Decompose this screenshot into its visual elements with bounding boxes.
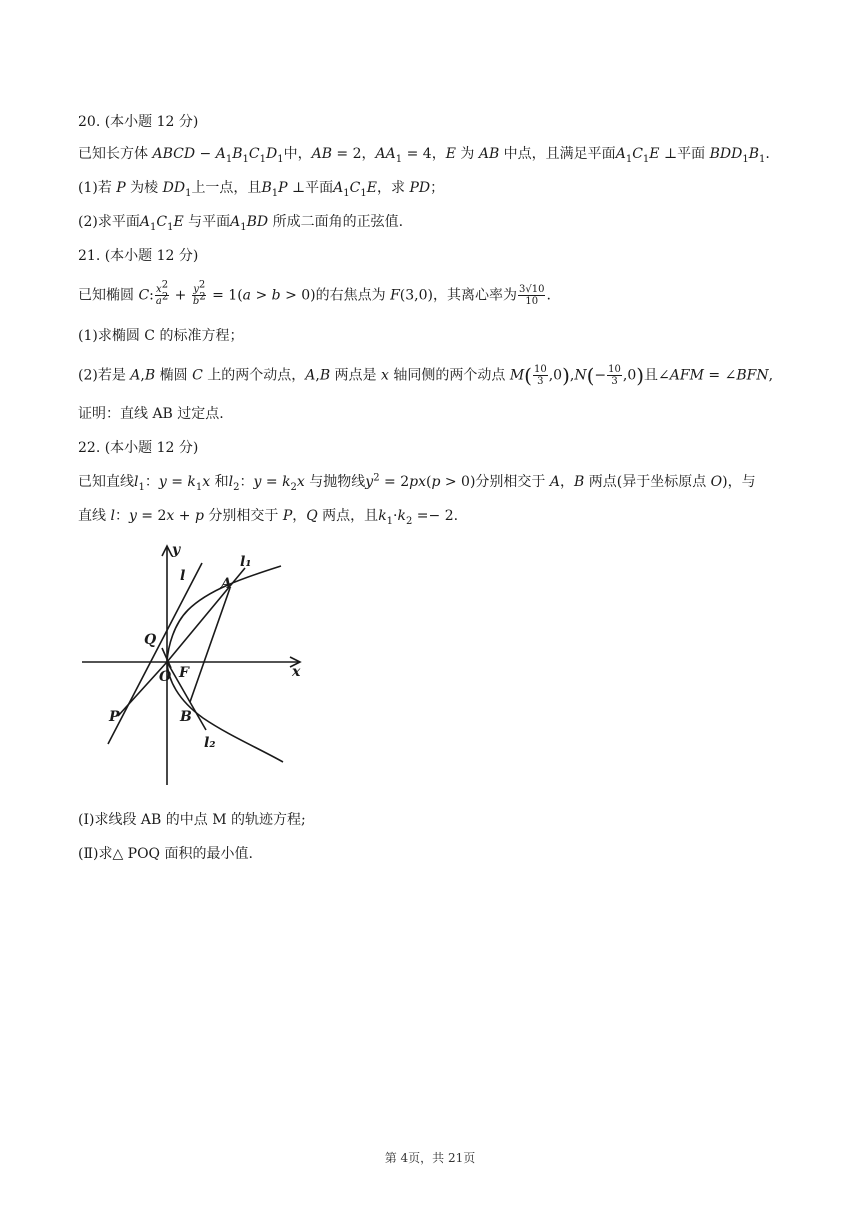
q21-header: 21. (本小题 12 分) bbox=[78, 248, 199, 264]
q22-stem-line1: 已知直线$l_1$：$y = k_1x$ 和$l_2$：$y = k_2x$ 与抛物线$y^2 = 2px(p > 0)$分别相交于 A，B 两点(异于坐标原点 O)，与 bbox=[78, 472, 756, 493]
label-l1: l₁ bbox=[240, 554, 252, 570]
q21-stem: 已知椭圆 C: $\frac{x^2}{a^2}$ + $\frac{y^2}{b^2}$ = 1(a > b > 0)的右焦点为 F(3,0)，其离心率为 $\frac{3√10}{10}$ . bbox=[78, 279, 551, 307]
label-y: y bbox=[172, 542, 181, 558]
label-O: O bbox=[159, 669, 172, 685]
q20-stem: 已知长方体 ABCD − $A_1B_1C_1D_1$中，AB = 2，$AA_1 = 4$，E 为 AB 中点，且满足平面$A_1C_1E$ ⊥平面 $BDD_1B_1$. bbox=[78, 146, 770, 165]
q20-header: 20. (本小题 12 分) bbox=[78, 114, 199, 130]
line-l1 bbox=[167, 568, 245, 662]
q22-stem-line2: 直线 l：y = 2x + p 分别相交于 P，Q 两点，且$k_1\cdot k_2 =- 2$. bbox=[78, 508, 459, 527]
parabola-figure bbox=[78, 540, 328, 790]
q22-header: 22. (本小题 12 分) bbox=[78, 440, 199, 456]
label-B: B bbox=[180, 709, 192, 725]
q21-part2: (2)若是 A,B 椭圆 C 上的两个动点，A,B 两点是 x 轴同侧的两个动点 M( $\frac{10}{3}$ ,0),N(− $\frac{10}{3}$ ,0)且∠AFM = ∠BFN, bbox=[78, 363, 774, 388]
q20-part2: (2)求平面$A_1C_1E$ 与平面$A_1BD$ 所成二面角的正弦值. bbox=[78, 214, 404, 233]
q22-part1: (Ⅰ)求线段 AB 的中点 M 的轨迹方程; bbox=[78, 812, 306, 828]
label-P: P bbox=[109, 709, 120, 725]
label-A: A bbox=[221, 576, 232, 592]
q22-part2: (Ⅱ)求△ POQ 面积的最小值. bbox=[78, 846, 253, 862]
q21-part1: (1)求椭圆 C 的标准方程； bbox=[78, 328, 244, 344]
page-footer: 第 4页，共 21页 bbox=[384, 1151, 476, 1165]
label-l2: l₂ bbox=[204, 735, 216, 751]
segment-AB bbox=[190, 588, 230, 702]
label-Q: Q bbox=[144, 632, 157, 648]
q20-part1: (1)若 P 为棱 $DD_1$上一点，且$B_1P$ ⊥平面$A_1C_1E$，求 PD； bbox=[78, 180, 445, 199]
label-x: x bbox=[292, 664, 301, 680]
label-F: F bbox=[179, 665, 189, 681]
q21-part3: 证明：直线 AB 过定点. bbox=[78, 406, 224, 422]
label-l: l bbox=[180, 568, 186, 584]
